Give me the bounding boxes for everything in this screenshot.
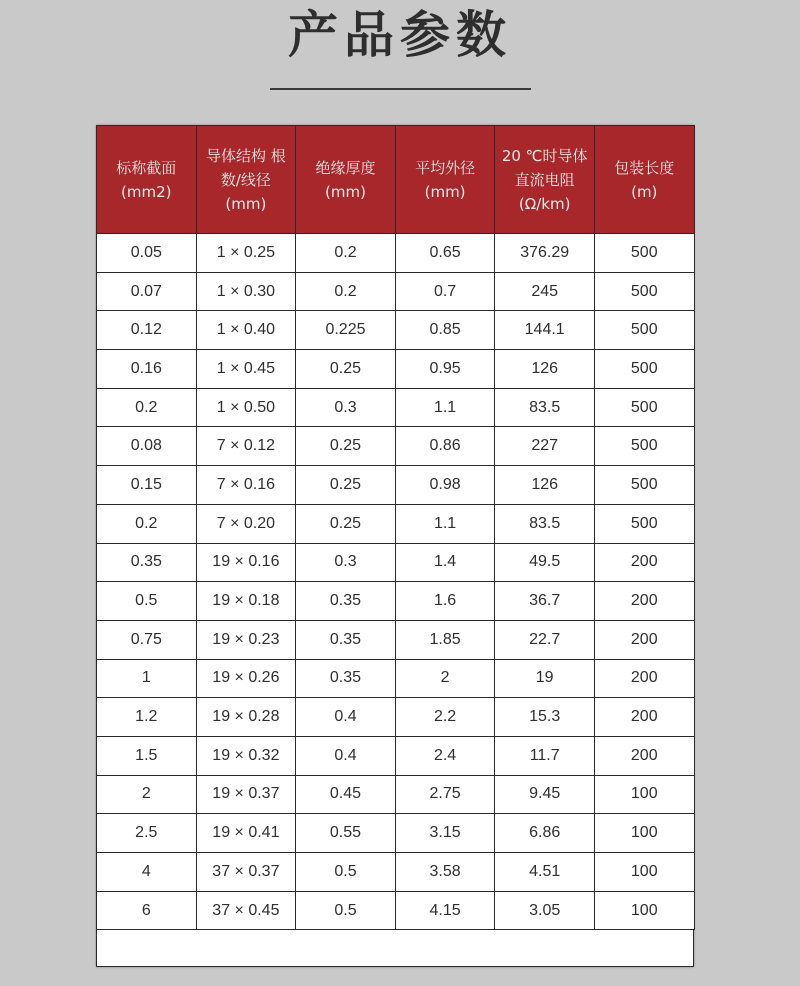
column-header-line2: (mm2) xyxy=(121,182,172,201)
table-cell: 19 × 0.16 xyxy=(196,543,296,582)
table-cell: 376.29 xyxy=(495,234,595,273)
table-cell: 83.5 xyxy=(495,388,595,427)
table-row xyxy=(97,891,695,930)
table-row xyxy=(97,736,695,775)
table-cell: 2 xyxy=(97,775,197,814)
table-cell: 6 xyxy=(97,891,197,930)
table-cell: 500 xyxy=(594,427,694,466)
table-cell: 1 × 0.50 xyxy=(196,388,296,427)
table-row xyxy=(97,350,695,389)
spec-table-container xyxy=(96,125,694,967)
table-cell: 3.58 xyxy=(395,853,495,892)
table-cell: 19 × 0.41 xyxy=(196,814,296,853)
table-cell: 0.2 xyxy=(296,234,396,273)
table-cell: 1 × 0.40 xyxy=(196,311,296,350)
table-cell: 1 xyxy=(97,659,197,698)
table-cell: 37 × 0.45 xyxy=(196,891,296,930)
table-cell: 7 × 0.16 xyxy=(196,466,296,505)
table-cell: 200 xyxy=(594,620,694,659)
table-cell: 0.35 xyxy=(296,620,396,659)
column-header-3 xyxy=(395,126,495,234)
table-row xyxy=(97,853,695,892)
table-row xyxy=(97,466,695,505)
column-header-line3: (Ω/km) xyxy=(518,194,571,213)
column-header-line2: (mm) xyxy=(325,182,366,201)
table-cell: 19 × 0.18 xyxy=(196,582,296,621)
table-cell: 22.7 xyxy=(495,620,595,659)
table-cell: 0.15 xyxy=(97,466,197,505)
table-cell: 0.3 xyxy=(296,543,396,582)
table-cell: 19 xyxy=(495,659,595,698)
table-cell: 0.5 xyxy=(296,891,396,930)
table-cell: 4.15 xyxy=(395,891,495,930)
column-header-5 xyxy=(594,126,694,234)
column-header-line2: 直流电阻 xyxy=(514,170,575,189)
table-cell: 245 xyxy=(495,272,595,311)
table-cell: 0.65 xyxy=(395,234,495,273)
table-cell: 0.85 xyxy=(395,311,495,350)
table-cell: 6.86 xyxy=(495,814,595,853)
table-cell: 0.35 xyxy=(97,543,197,582)
column-header-line1: 平均外径 xyxy=(415,158,476,177)
table-cell: 0.4 xyxy=(296,736,396,775)
table-cell: 19 × 0.28 xyxy=(196,698,296,737)
table-cell: 200 xyxy=(594,736,694,775)
table-cell: 227 xyxy=(495,427,595,466)
table-cell: 0.25 xyxy=(296,466,396,505)
table-cell: 100 xyxy=(594,775,694,814)
table-cell: 9.45 xyxy=(495,775,595,814)
table-cell: 1.2 xyxy=(97,698,197,737)
table-cell: 0.12 xyxy=(97,311,197,350)
table-cell: 2.2 xyxy=(395,698,495,737)
page-title: 产品参数 xyxy=(288,6,512,64)
table-row xyxy=(97,775,695,814)
table-cell: 19 × 0.37 xyxy=(196,775,296,814)
table-row xyxy=(97,543,695,582)
table-empty-footer-row xyxy=(96,930,694,967)
table-cell: 144.1 xyxy=(495,311,595,350)
table-cell: 200 xyxy=(594,582,694,621)
table-cell: 126 xyxy=(495,350,595,389)
table-row xyxy=(97,311,695,350)
column-header-1 xyxy=(196,126,296,234)
table-cell: 7 × 0.20 xyxy=(196,504,296,543)
table-cell: 1.4 xyxy=(395,543,495,582)
table-cell: 4 xyxy=(97,853,197,892)
spec-table xyxy=(96,125,695,930)
table-cell: 2.4 xyxy=(395,736,495,775)
table-cell: 37 × 0.37 xyxy=(196,853,296,892)
table-body xyxy=(97,234,695,930)
table-cell: 200 xyxy=(594,698,694,737)
table-cell: 0.7 xyxy=(395,272,495,311)
column-header-line2: (mm) xyxy=(424,182,466,201)
table-cell: 1 × 0.25 xyxy=(196,234,296,273)
table-cell: 19 × 0.26 xyxy=(196,659,296,698)
table-cell: 0.2 xyxy=(97,504,197,543)
title-underline xyxy=(270,88,531,90)
table-cell: 0.45 xyxy=(296,775,396,814)
table-row xyxy=(97,427,695,466)
table-cell: 0.95 xyxy=(395,350,495,389)
column-header-line2: 数/线径 xyxy=(220,170,271,189)
table-cell: 2 xyxy=(395,659,495,698)
header-row xyxy=(97,126,695,234)
table-cell: 500 xyxy=(594,234,694,273)
table-cell: 0.5 xyxy=(296,853,396,892)
table-cell: 19 × 0.32 xyxy=(196,736,296,775)
table-cell: 0.35 xyxy=(296,659,396,698)
table-cell: 0.3 xyxy=(296,388,396,427)
table-cell: 100 xyxy=(594,891,694,930)
table-cell: 0.16 xyxy=(97,350,197,389)
column-header-line1: 20 ℃时导体 xyxy=(501,146,588,165)
table-row xyxy=(97,620,695,659)
table-cell: 500 xyxy=(594,350,694,389)
table-cell: 11.7 xyxy=(495,736,595,775)
table-cell: 0.86 xyxy=(395,427,495,466)
table-cell: 100 xyxy=(594,853,694,892)
table-cell: 0.5 xyxy=(97,582,197,621)
table-cell: 500 xyxy=(594,466,694,505)
table-cell: 1.1 xyxy=(395,504,495,543)
table-cell: 0.25 xyxy=(296,427,396,466)
table-cell: 15.3 xyxy=(495,698,595,737)
table-cell: 3.15 xyxy=(395,814,495,853)
table-cell: 0.98 xyxy=(395,466,495,505)
table-cell: 1.1 xyxy=(395,388,495,427)
table-cell: 0.25 xyxy=(296,350,396,389)
table-row xyxy=(97,814,695,853)
column-header-line1: 绝缘厚度 xyxy=(315,158,376,177)
table-cell: 500 xyxy=(594,504,694,543)
table-cell: 1.5 xyxy=(97,736,197,775)
column-header-line1: 导体结构 根 xyxy=(206,146,286,165)
table-row xyxy=(97,659,695,698)
table-cell: 36.7 xyxy=(495,582,595,621)
table-cell: 49.5 xyxy=(495,543,595,582)
table-cell: 4.51 xyxy=(495,853,595,892)
table-cell: 0.225 xyxy=(296,311,396,350)
table-cell: 1 × 0.30 xyxy=(196,272,296,311)
table-cell: 19 × 0.23 xyxy=(196,620,296,659)
table-row xyxy=(97,698,695,737)
column-header-0 xyxy=(97,126,197,234)
table-cell: 500 xyxy=(594,311,694,350)
table-row xyxy=(97,582,695,621)
table-cell: 0.2 xyxy=(296,272,396,311)
table-cell: 2.75 xyxy=(395,775,495,814)
table-cell: 2.5 xyxy=(97,814,197,853)
table-cell: 0.75 xyxy=(97,620,197,659)
table-cell: 500 xyxy=(594,388,694,427)
table-cell: 0.4 xyxy=(296,698,396,737)
table-cell: 1.6 xyxy=(395,582,495,621)
table-cell: 0.08 xyxy=(97,427,197,466)
column-header-2 xyxy=(296,126,396,234)
table-cell: 83.5 xyxy=(495,504,595,543)
table-cell: 500 xyxy=(594,272,694,311)
table-cell: 0.05 xyxy=(97,234,197,273)
table-cell: 1 × 0.45 xyxy=(196,350,296,389)
table-cell: 200 xyxy=(594,659,694,698)
table-row xyxy=(97,388,695,427)
table-cell: 0.25 xyxy=(296,504,396,543)
table-cell: 7 × 0.12 xyxy=(196,427,296,466)
table-row xyxy=(97,234,695,273)
table-cell: 100 xyxy=(594,814,694,853)
column-header-line2: (m) xyxy=(631,182,658,201)
column-header-line1: 包装长度 xyxy=(614,158,675,177)
column-header-4 xyxy=(495,126,595,234)
table-cell: 0.07 xyxy=(97,272,197,311)
table-cell: 200 xyxy=(594,543,694,582)
column-header-line1: 标称截面 xyxy=(116,158,177,177)
table-row xyxy=(97,504,695,543)
table-cell: 0.55 xyxy=(296,814,396,853)
table-cell: 1.85 xyxy=(395,620,495,659)
table-cell: 3.05 xyxy=(495,891,595,930)
table-row xyxy=(97,272,695,311)
table-cell: 126 xyxy=(495,466,595,505)
table-cell: 0.35 xyxy=(296,582,396,621)
table-cell: 0.2 xyxy=(97,388,197,427)
column-header-line3: (mm) xyxy=(225,194,267,213)
